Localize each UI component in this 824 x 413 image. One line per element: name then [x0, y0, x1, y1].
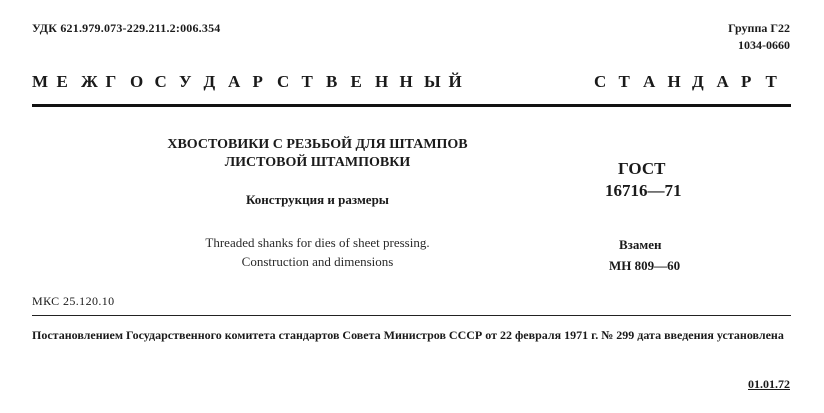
replaces-number: МН 809—60	[609, 258, 681, 273]
title-line-2: ЛИСТОВОЙ ШТАМПОВКИ	[224, 155, 411, 170]
heading-letter: В	[326, 72, 338, 91]
heading-letter: Т	[618, 72, 630, 91]
heading-letter: Р	[252, 72, 263, 91]
heading-letter: У	[179, 72, 192, 91]
introduction-date: 01.01.72	[748, 377, 790, 391]
heading-letter: Е	[56, 72, 68, 91]
replaces-label: Взамен	[619, 237, 662, 252]
heading-letter: С	[154, 72, 167, 91]
decree-text: Постановлением Государственного комитета стандартов Совета Министров СССР от 22 февраля 1971 г. № 299 дата введения установлена	[32, 328, 784, 342]
heading-letter: Р	[741, 72, 752, 91]
heading-word-interstate	[32, 72, 473, 92]
heading-letter: Ж	[81, 72, 98, 91]
heading-letter: А	[716, 72, 729, 91]
heading-word-standard	[594, 72, 790, 92]
heading-letter: С	[594, 72, 607, 91]
replaces-block	[609, 234, 680, 276]
group-block	[728, 20, 790, 54]
document-subtitle: Конструкция и размеры	[246, 192, 389, 207]
udk-code: УДК 621.979.073-229.211.2:006.354	[32, 21, 221, 35]
header-rule	[32, 104, 791, 107]
heading-letter: Ы	[424, 72, 441, 91]
group-label: Группа Г22	[728, 21, 790, 35]
mks-code: МКС 25.120.10	[32, 294, 115, 308]
document-title	[130, 136, 505, 172]
title-line-1: ХВОСТОВИКИ С РЕЗЬБОЙ ДЛЯ ШТАМПОВ	[167, 137, 468, 152]
heading-letter: Н	[399, 72, 413, 91]
heading-letter: С	[277, 72, 290, 91]
gost-designation	[605, 158, 682, 202]
english-title-line-1: Threaded shanks for dies of sheet pressing.	[205, 235, 430, 250]
heading-letter: Т	[301, 72, 313, 91]
heading-letter: Й	[448, 72, 462, 91]
interstate-standard-heading	[32, 72, 790, 92]
gost-label: ГОСТ	[618, 159, 666, 178]
heading-letter: Д	[692, 72, 704, 91]
heading-letter: Н	[667, 72, 681, 91]
heading-letter: А	[643, 72, 656, 91]
english-title-line-2: Construction and dimensions	[241, 254, 394, 269]
english-title	[130, 233, 505, 271]
heading-letter: Д	[203, 72, 216, 91]
heading-letter: Т	[765, 72, 777, 91]
heading-letter: Г	[105, 72, 117, 91]
heading-letter: М	[32, 72, 49, 91]
heading-letter: Е	[350, 72, 362, 91]
heading-letter: Н	[375, 72, 389, 91]
mks-rule	[32, 315, 791, 316]
group-code: 1034-0660	[738, 38, 790, 52]
heading-letter: А	[228, 72, 241, 91]
heading-letter: О	[130, 72, 144, 91]
gost-number: 16716—71	[605, 181, 682, 200]
